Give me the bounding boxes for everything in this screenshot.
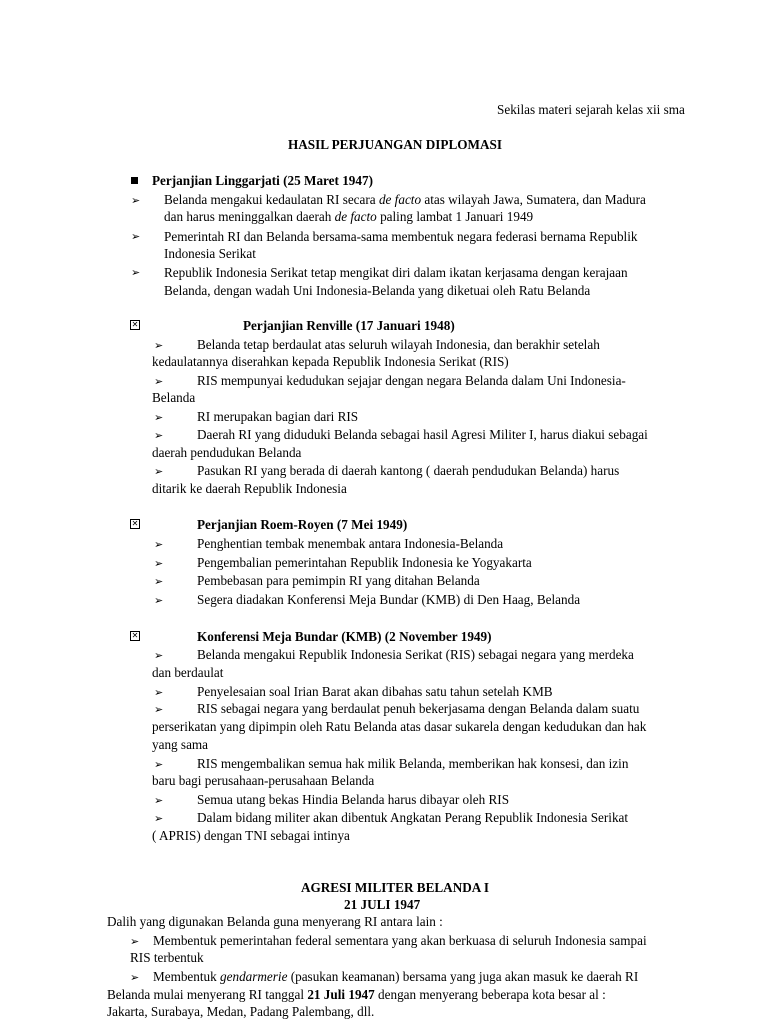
list-item: Membentuk pemerintahan federal sementara yang akan berkuasa di seluruh Indonesia sampai [153, 933, 647, 948]
black-square-icon [131, 177, 138, 184]
list-item-continuation: ( APRIS) dengan TNI sebagai intinya [152, 828, 350, 843]
list-item: Dalam bidang militer akan dibentuk Angkatan Perang Republik Indonesia Serikat [197, 810, 629, 825]
section-title-agresi: AGRESI MILITER BELANDA I [301, 880, 489, 895]
list-item: RIS mempunyai kedudukan sejajar dengan negara Belanda dalam Uni Indonesia- [197, 373, 626, 388]
checkbox-x-icon: ✕ [131, 320, 139, 329]
list-item: Pemerintah RI dan Belanda bersama-sama membentuk negara federasi bernama Republik [164, 229, 638, 244]
arrow-bullet-icon: ➢ [130, 971, 140, 984]
list-item: RI merupakan bagian dari RIS [197, 409, 359, 424]
arrow-bullet-icon: ➢ [154, 375, 164, 388]
arrow-bullet-icon: ➢ [154, 686, 164, 699]
arrow-bullet-icon: ➢ [131, 194, 141, 207]
section-title-kmb: Konferensi Meja Bundar (KMB) (2 November 1949) [197, 629, 492, 644]
paragraph-cities: Jakarta, Surabaya, Medan, Padang Palembang, dll. [107, 1004, 375, 1019]
arrow-bullet-icon: ➢ [154, 649, 164, 662]
header-note: Sekilas materi sejarah kelas xii sma [497, 102, 685, 117]
list-item: Daerah RI yang diduduki Belanda sebagai hasil Agresi Militer I, harus diakui sebagai [197, 427, 648, 442]
list-item-continuation: yang sama [152, 737, 209, 752]
paragraph-attack: Belanda mulai menyerang RI tanggal 21 Juli 1947 dengan menyerang beberapa kota besar al : [107, 987, 606, 1002]
arrow-bullet-icon: ➢ [154, 594, 164, 607]
arrow-bullet-icon: ➢ [154, 812, 164, 825]
list-item: Belanda mengakui Republik Indonesia Serikat (RIS) sebagai negara yang merdeka [197, 647, 634, 662]
list-item: Belanda mengakui kedaulatan RI secara de facto atas wilayah Jawa, Sumatera, dan Madura [164, 192, 646, 207]
list-item: Pembebasan para pemimpin RI yang ditahan Belanda [197, 573, 480, 588]
arrow-bullet-icon: ➢ [131, 266, 141, 279]
list-item-continuation: Belanda, dengan wadah Uni Indonesia-Belanda yang diketuai oleh Ratu Belanda [164, 283, 591, 298]
list-item: Republik Indonesia Serikat tetap mengikat diri dalam ikatan kerjasama dengan kerajaan [164, 265, 628, 280]
list-item: Penghentian tembak menembak antara Indonesia-Belanda [197, 536, 504, 551]
section-title-roem-royen: Perjanjian Roem-Royen (7 Mei 1949) [197, 517, 408, 532]
list-item-continuation: Belanda [152, 390, 196, 405]
list-item-continuation: dan harus meninggalkan daerah de facto paling lambat 1 Januari 1949 [164, 209, 534, 224]
list-item: Belanda tetap berdaulat atas seluruh wilayah Indonesia, dan berakhir setelah [197, 337, 600, 352]
list-item-continuation: RIS terbentuk [130, 950, 204, 965]
arrow-bullet-icon: ➢ [154, 575, 164, 588]
list-item: Segera diadakan Konferensi Meja Bundar (KMB) di Den Haag, Belanda [197, 592, 581, 607]
list-item-continuation: ditarik ke daerah Republik Indonesia [152, 481, 347, 496]
list-item-continuation: Indonesia Serikat [164, 246, 256, 261]
list-item-continuation: daerah pendudukan Belanda [152, 445, 302, 460]
list-item-continuation: baru bagi perusahaan-perusahaan Belanda [152, 773, 375, 788]
list-item-continuation: perserikatan yang dipimpin oleh Ratu Belanda atas dasar sukarela dengan kedudukan dan hak [152, 719, 647, 734]
arrow-bullet-icon: ➢ [154, 758, 164, 771]
list-item: Pengembalian pemerintahan Republik Indonesia ke Yogyakarta [197, 555, 532, 570]
arrow-bullet-icon: ➢ [154, 429, 164, 442]
list-item: Penyelesaian soal Irian Barat akan dibahas satu tahun setelah KMB [197, 684, 553, 699]
arrow-bullet-icon: ➢ [154, 557, 164, 570]
page-title: HASIL PERJUANGAN DIPLOMASI [288, 137, 502, 152]
arrow-bullet-icon: ➢ [154, 411, 164, 424]
checkbox-x-icon: ✕ [131, 519, 139, 528]
list-item-continuation: kedaulatannya diserahkan kepada Republik Indonesia Serikat (RIS) [152, 354, 509, 369]
arrow-bullet-icon: ➢ [154, 465, 164, 478]
arrow-bullet-icon: ➢ [130, 935, 140, 948]
list-item: Semua utang bekas Hindia Belanda harus dibayar oleh RIS [197, 792, 510, 807]
section-title-renville: Perjanjian Renville (17 Januari 1948) [243, 318, 455, 333]
arrow-bullet-icon: ➢ [154, 538, 164, 551]
list-item: RIS mengembalikan semua hak milik Belanda, memberikan hak konsesi, dan izin [197, 756, 629, 771]
list-item: Membentuk gendarmerie (pasukan keamanan) bersama yang juga akan masuk ke daerah RI [153, 969, 639, 984]
arrow-bullet-icon: ➢ [154, 339, 164, 352]
arrow-bullet-icon: ➢ [154, 794, 164, 807]
arrow-bullet-icon: ➢ [131, 230, 141, 243]
section-title-linggarjati: Perjanjian Linggarjati (25 Maret 1947) [152, 173, 373, 188]
section-subtitle-date: 21 JULI 1947 [344, 897, 421, 912]
list-item-continuation: dan berdaulat [152, 665, 224, 680]
list-item: Pasukan RI yang berada di daerah kantong ( daerah pendudukan Belanda) harus [197, 463, 620, 478]
paragraph-intro: Dalih yang digunakan Belanda guna menyerang RI antara lain : [107, 914, 443, 929]
list-item: RIS sebagai negara yang berdaulat penuh bekerjasama dengan Belanda dalam suatu [197, 701, 640, 716]
checkbox-x-icon: ✕ [131, 631, 139, 640]
arrow-bullet-icon: ➢ [154, 703, 164, 716]
